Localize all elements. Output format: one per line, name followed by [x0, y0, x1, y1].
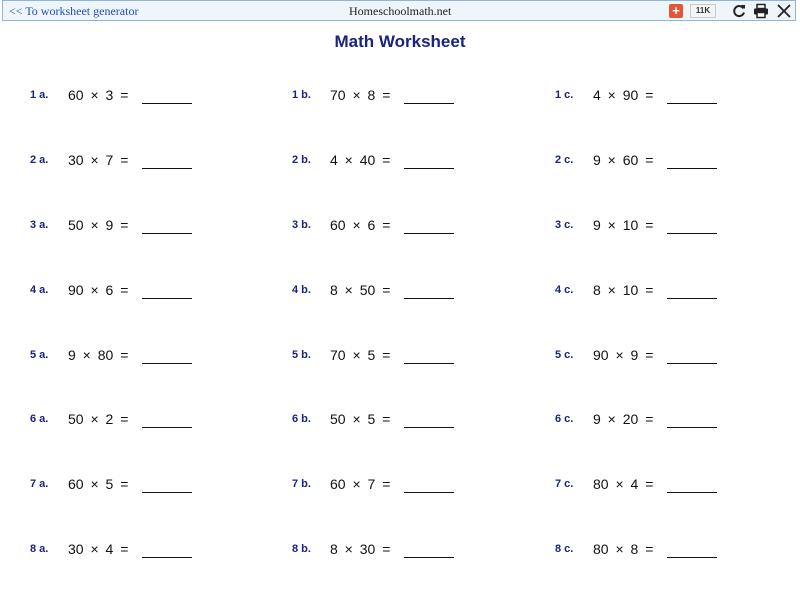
problem-expression: 4 × 90 =: [593, 87, 654, 103]
refresh-icon[interactable]: [731, 3, 747, 19]
problem-expression: 9 × 20 =: [593, 411, 654, 427]
problem-label: 3 a.: [30, 219, 49, 231]
answer-blank[interactable]: [142, 363, 192, 364]
answer-blank[interactable]: [667, 492, 717, 493]
answer-blank[interactable]: [142, 557, 192, 558]
plus-icon[interactable]: +: [669, 4, 683, 18]
answer-blank[interactable]: [404, 233, 454, 234]
worksheet-title: Math Worksheet: [334, 32, 466, 51]
answer-blank[interactable]: [667, 363, 717, 364]
problem-expression: 80 × 8 =: [593, 541, 654, 557]
answer-blank[interactable]: [142, 233, 192, 234]
problem-label: 5 b.: [292, 349, 311, 361]
answer-blank[interactable]: [404, 427, 454, 428]
problem-expression: 30 × 4 =: [68, 541, 129, 557]
answer-blank[interactable]: [142, 427, 192, 428]
problem-expression: 9 × 80 =: [68, 347, 129, 363]
problem-expression: 90 × 6 =: [68, 282, 129, 298]
problem-expression: 70 × 8 =: [330, 87, 391, 103]
problem-label: 5 a.: [30, 349, 49, 361]
problem-label: 1 c.: [555, 89, 574, 101]
problem-expression: 60 × 5 =: [68, 476, 129, 492]
problem-label: 7 c.: [555, 478, 574, 490]
print-icon[interactable]: [753, 3, 769, 19]
answer-blank[interactable]: [667, 233, 717, 234]
answer-blank[interactable]: [404, 557, 454, 558]
answer-blank[interactable]: [404, 168, 454, 169]
problem-label: 2 b.: [292, 154, 311, 166]
top-toolbar: [2, 0, 796, 21]
problem-label: 4 a.: [30, 284, 49, 296]
problem-label: 1 b.: [292, 89, 311, 101]
problem-expression: 50 × 9 =: [68, 217, 129, 233]
answer-blank[interactable]: [667, 103, 717, 104]
problem-expression: 80 × 4 =: [593, 476, 654, 492]
problem-label: 4 b.: [292, 284, 311, 296]
problem-expression: 60 × 7 =: [330, 476, 391, 492]
problem-label: 2 a.: [30, 154, 49, 166]
problem-expression: 8 × 30 =: [330, 541, 391, 557]
problem-expression: 50 × 2 =: [68, 411, 129, 427]
problem-expression: 9 × 60 =: [593, 152, 654, 168]
answer-blank[interactable]: [404, 363, 454, 364]
share-count-badge: 11K: [690, 4, 716, 18]
answer-blank[interactable]: [404, 103, 454, 104]
problem-label: 1 a.: [30, 89, 49, 101]
problem-expression: 8 × 10 =: [593, 282, 654, 298]
answer-blank[interactable]: [667, 168, 717, 169]
problem-expression: 4 × 40 =: [330, 152, 391, 168]
problem-expression: 8 × 50 =: [330, 282, 391, 298]
answer-blank[interactable]: [667, 427, 717, 428]
site-name: Homeschoolmath.net: [349, 4, 452, 18]
problem-label: 7 a.: [30, 478, 49, 490]
problem-expression: 90 × 9 =: [593, 347, 654, 363]
problem-expression: 50 × 5 =: [330, 411, 391, 427]
problem-label: 7 b.: [292, 478, 311, 490]
answer-blank[interactable]: [667, 298, 717, 299]
answer-blank[interactable]: [142, 298, 192, 299]
problem-expression: 60 × 3 =: [68, 87, 129, 103]
answer-blank[interactable]: [142, 168, 192, 169]
problem-label: 3 b.: [292, 219, 311, 231]
problem-label: 6 a.: [30, 413, 49, 425]
problem-label: 8 a.: [30, 543, 49, 555]
problem-expression: 30 × 7 =: [68, 152, 129, 168]
problem-expression: 60 × 6 =: [330, 217, 391, 233]
close-icon[interactable]: [776, 3, 792, 19]
answer-blank[interactable]: [404, 298, 454, 299]
back-to-generator-link[interactable]: << To worksheet generator: [9, 4, 139, 18]
problem-label: 3 c.: [555, 219, 574, 231]
problem-label: 8 c.: [555, 543, 574, 555]
problem-label: 5 c.: [555, 349, 574, 361]
answer-blank[interactable]: [404, 492, 454, 493]
problem-expression: 9 × 10 =: [593, 217, 654, 233]
answer-blank[interactable]: [667, 557, 717, 558]
problem-label: 8 b.: [292, 543, 311, 555]
problem-label: 2 c.: [555, 154, 574, 166]
answer-blank[interactable]: [142, 103, 192, 104]
problem-label: 4 c.: [555, 284, 574, 296]
answer-blank[interactable]: [142, 492, 192, 493]
problem-expression: 70 × 5 =: [330, 347, 391, 363]
problem-label: 6 b.: [292, 413, 311, 425]
problem-label: 6 c.: [555, 413, 574, 425]
